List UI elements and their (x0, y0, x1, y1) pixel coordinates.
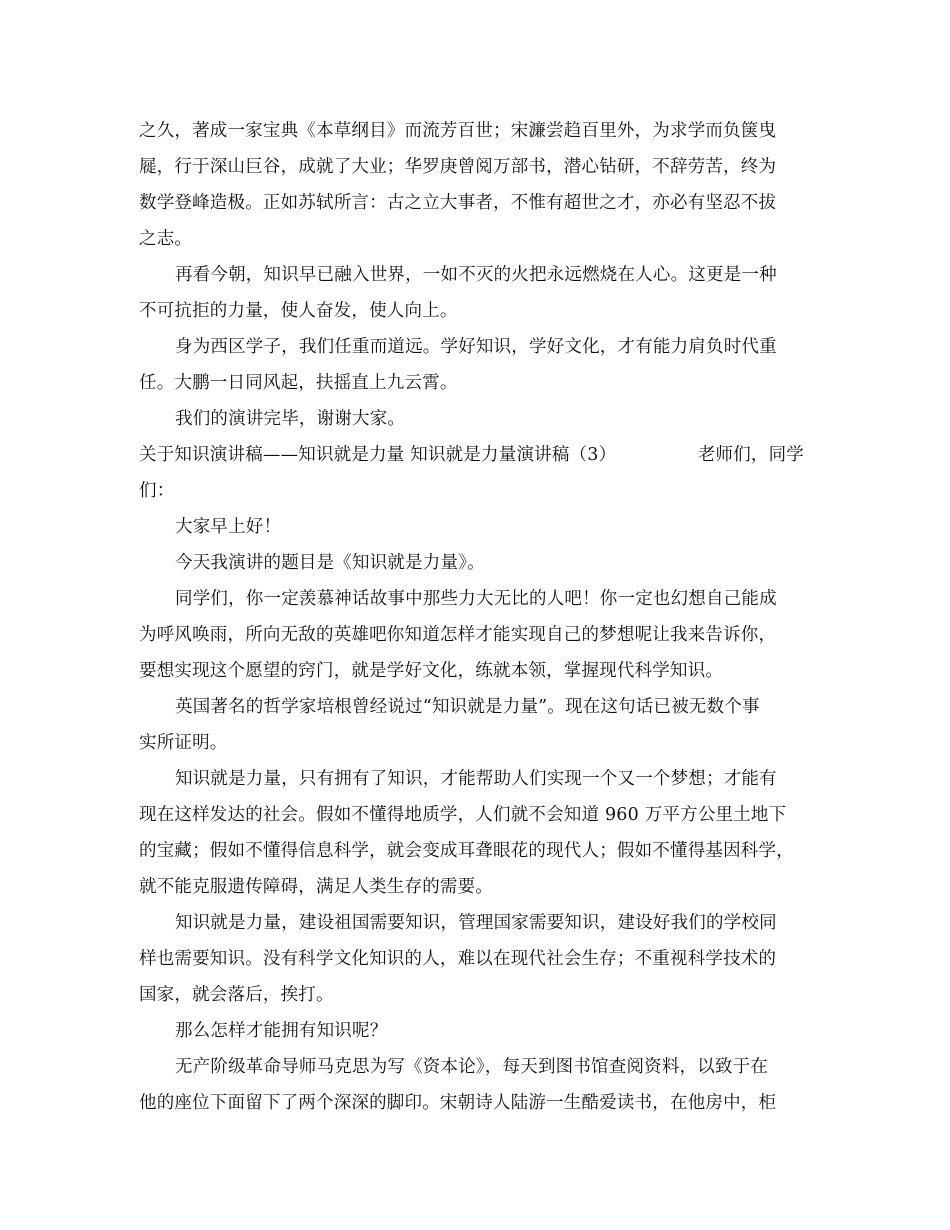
text-line: 同学们，你一定羡慕神话故事中那些力大无比的人吧！你一定也幻想自己能成 (175, 589, 777, 609)
text-line: 国家，就会落后，挨打。 (139, 985, 334, 1005)
speech-heading-continuation: 们： (139, 481, 175, 501)
text-line: 要想实现这个愿望的窍门，就是学好文化，练就本领，掌握现代科学知识。 (139, 661, 724, 681)
paragraph-block-2 (139, 509, 819, 1121)
text-line: 之志。 (139, 229, 193, 249)
speech-heading-greeting: 老师们，同学 (697, 445, 804, 465)
text-line: 的宝藏；假如不懂得信息科学，就会变成耳聋眼花的现代人；假如不懂得基因科学， (139, 841, 794, 861)
text-line: 我们的演讲完毕，谢谢大家。 (175, 409, 406, 429)
text-line: 样也需要知识。没有科学文化知识的人，难以在现代社会生存；不重视科学技术的 (139, 949, 777, 969)
text-line: 之久，著成一家宝典《本草纲目》而流芳百世；宋濂尝趋百里外，为求学而负箧曳 (139, 121, 777, 141)
text-line: 他的座位下面留下了两个深深的脚印。宋朝诗人陆游一生酷爱读书，在他房中，柜 (139, 1093, 777, 1113)
text-line: 不可抗拒的力量，使人奋发，使人向上。 (139, 301, 458, 321)
text-line: 为呼风唤雨，所向无敌的英雄吧你知道怎样才能实现自己的梦想呢让我来告诉你， (139, 625, 777, 645)
text-line: 大家早上好！ (175, 517, 282, 537)
text-line: 今天我演讲的题目是《知识就是力量》。 (175, 553, 485, 573)
text-line: 知识就是力量，只有拥有了知识，才能帮助人们实现一个又一个梦想；才能有 (175, 769, 777, 789)
text-line: 身为西区学子，我们任重而道远。学好知识，学好文化，才有能力肩负时代重 (175, 337, 777, 357)
document-body (139, 113, 819, 1121)
text-line: 无产阶级革命导师马克思为写《资本论》，每天到图书馆查阅资料，以致于在 (175, 1057, 769, 1077)
text-line: 实所证明。 (139, 733, 228, 753)
text-line: 再看今朝，知识早已融入世界，一如不灭的火把永远燃烧在人心。这更是一种 (175, 265, 777, 285)
text-line: 那么怎样才能拥有知识呢？ (175, 1021, 388, 1041)
speech-heading-title: 关于知识演讲稿——知识就是力量 知识就是力量演讲稿（3） (139, 445, 617, 465)
text-line: 屣，行于深山巨谷，成就了大业；华罗庚曾阅万部书，潜心钻研，不辞劳苦，终为 (139, 157, 777, 177)
text-line: 数学登峰造极。正如苏轼所言：古之立大事者，不惟有超世之才，亦必有坚忍不拔 (139, 193, 777, 213)
speech-heading (139, 437, 804, 473)
text-line: 就不能克服遗传障碍，满足人类生存的需要。 (139, 877, 493, 897)
text-line: 知识就是力量，建设祖国需要知识，管理国家需要知识，建设好我们的学校同 (175, 913, 777, 933)
paragraph-block-1 (139, 113, 819, 437)
text-line: 英国著名的哲学家培根曾经说过“知识就是力量”。现在这句话已被无数个事 (175, 697, 760, 717)
text-line: 任。大鹏一日同风起，扶摇直上九云霄。 (139, 373, 458, 393)
text-line: 现在这样发达的社会。假如不懂得地质学，人们就不会知道 960 万平方公里土地下 (139, 805, 787, 825)
